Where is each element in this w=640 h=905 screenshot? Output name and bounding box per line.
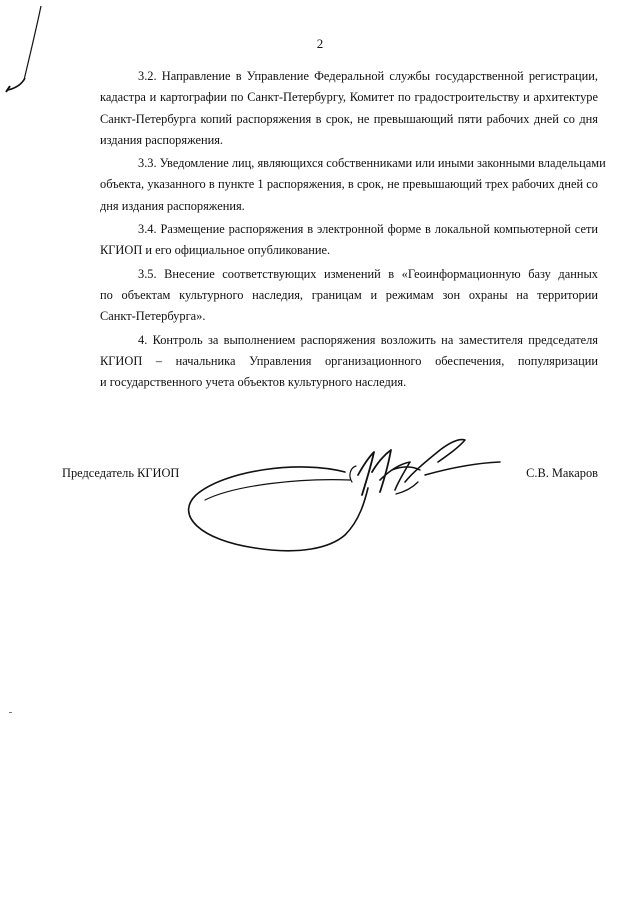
text-line: кадастра и картографии по Санкт-Петербургу, Комитет по градостроительству и архитектуре [100, 90, 598, 105]
paragraph [62, 219, 598, 262]
scan-speck [9, 712, 12, 713]
document-body [62, 66, 606, 393]
signature-row [62, 466, 598, 486]
paragraph [62, 264, 598, 328]
text-line: и государственного учета объектов культурного наследия. [100, 375, 407, 390]
text-line: 4. Контроль за выполнением распоряжения возложить на заместителя председателя [138, 332, 598, 347]
text-line: объекта, указанного в пункте 1 распоряжения, в срок, не превышающий трех рабочих дней со [100, 177, 598, 192]
page-number: 2 [316, 36, 324, 51]
text-line: издания распоряжения. [100, 132, 224, 147]
text-line: КГИОП и его официальное опубликование. [100, 243, 331, 258]
text-line: Санкт-Петербурга». [100, 309, 206, 324]
text-line: дня издания распоряжения. [100, 198, 245, 213]
signer-name: С.В. Макаров [526, 466, 598, 480]
paragraph [62, 66, 598, 151]
text-line: по объектам культурного наследия, границам и режимам зон охраны на территории [100, 287, 598, 302]
margin-pen-mark [0, 0, 60, 110]
text-line: 3.5. Внесение соответствующих изменений в «Геоинформационную базу данных [138, 266, 598, 281]
text-line: КГИОП – начальника Управления организационного обеспечения, популяризации [100, 353, 598, 368]
text-line: Санкт-Петербурга копий распоряжения в срок, не превышающий пяти рабочих дней со дня [100, 111, 598, 126]
paragraph [62, 330, 598, 394]
signer-title: Председатель КГИОП [62, 466, 180, 480]
text-line: 3.3. Уведомление лиц, являющихся собственниками или иными законными владельцами [138, 156, 606, 171]
text-line: 3.2. Направление в Управление Федеральной службы государственной регистрации, [138, 69, 598, 83]
text-line: 3.4. Размещение распоряжения в электронной форме в локальной компьютерной сети [138, 222, 598, 237]
paragraph [62, 153, 606, 217]
